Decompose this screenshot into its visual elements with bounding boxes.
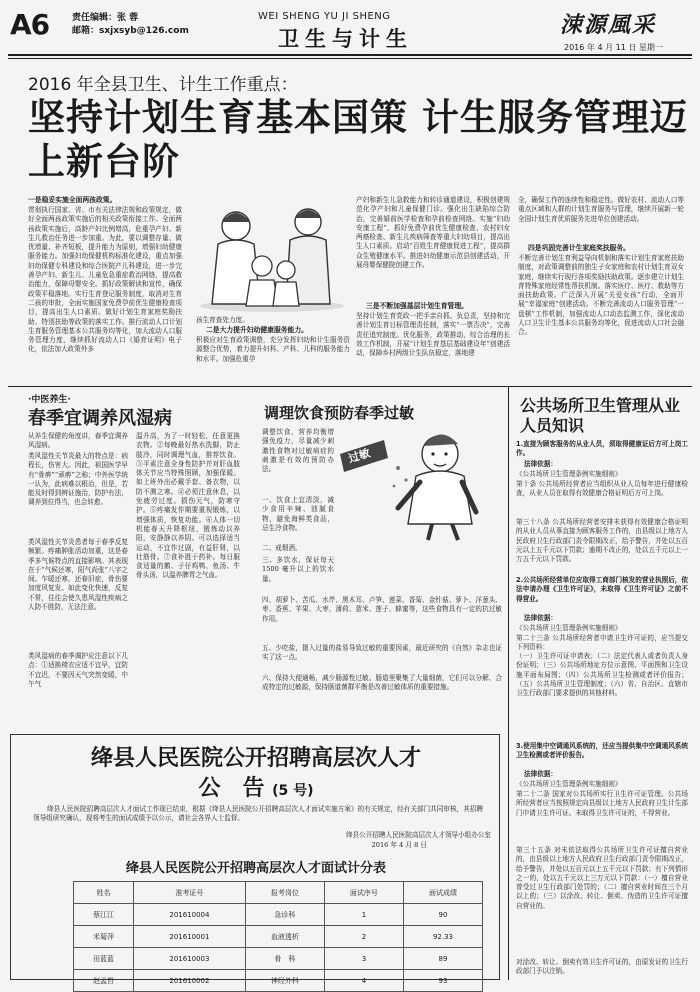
recruitment-notice bbox=[10, 734, 500, 985]
notice-title-2 bbox=[11, 771, 501, 802]
cell-post: 骨 科 bbox=[245, 948, 324, 970]
lead-subhead-2: 二是大力提升妇幼健康服务能力。 bbox=[206, 326, 308, 334]
col-header-order: 面试序号 bbox=[324, 882, 403, 904]
cell-post: 神经外科 bbox=[245, 970, 324, 992]
diet-para-7: 六、保持大便通畅，减少肠源性过敏。肠道里聚集了大量细菌，它们可以分解、合成特定的过敏源，保持肠道菌群平衡是改善过敏体质的重要措施。 bbox=[262, 674, 502, 692]
lead-col-2a: 孩生育查处力度。 bbox=[196, 316, 249, 324]
law-basis-3: 法律依据： bbox=[524, 770, 557, 778]
notice-signer: 绛县公开招聘人民医院高层次人才领导小组办公室 bbox=[345, 831, 491, 839]
cell-ticket: 201610004 bbox=[133, 904, 245, 926]
law-basis-2: 法律依据： bbox=[524, 614, 557, 622]
lead-col-3b: 坚持计划生育党政一把手亲自抓、负总责，坚持和完善计划生育目标管理责任制，落实“一票否决”，完善责任追究制度。优化服务，政策推动，综合治理的长效工作机制，开展“计划生育基层基础建设年”创建活动，保障乡村两级计生队伍稳定，落地建 bbox=[356, 312, 510, 358]
tcm-para-3: 类风湿性关节炎患者每于春季反复频繁。疼痛肿胀活动加重，这是春季多气候特点的直接影响。其表现在于“气候还寒，阳气尚张”八字之间。乍暖还寒，还春旧症，骨伤要加度风复发。如此变化快速，反复不常，往往会使久患风湿性疾病之人防不胜防，无法注意。 bbox=[28, 538, 128, 612]
diet-para-2: 一、饮食上宜清淡，减少食用辛辣、油腻食物，避免海鲜类食品，忌生冷食物。 bbox=[262, 496, 334, 532]
law-b1-text-2: 第三十八条 公共场所经营者安排未获得有效健康合格证明的从业人员从事直接为顾客服务工作的，由县级以上地方人民政府卫生行政部门责令限期改正，给予警告，并处以五百元以上五千元以下罚款；逾期不改正的，处以五千元以上一万五千元以下罚款。 bbox=[516, 518, 688, 564]
cell-post: 血液透析 bbox=[245, 926, 324, 948]
cell-order: 1 bbox=[324, 904, 403, 926]
law-b3-text-2: 第三十五条 对未依法取得公共场所卫生许可证擅自营业的，由县级以上地方人民政府卫生行政部门责令限期改正，给予警告，并处以五百元以上五千元以下罚款；有下列情形之一的，处以五千元以上三万元以下罚款：（一）擅自营业曾受过卫生行政部门处罚的；（二）擅自营业时间在三个月以上的；（三）以涂改、转让、倒卖、伪造的卫生许可证擅自营业的。 bbox=[516, 846, 688, 910]
notice-number: (5 号) bbox=[272, 783, 314, 799]
table-title: 绛县人民医院公开招聘高层次人才面试计分表 bbox=[125, 861, 386, 876]
diet-title: 调理饮食预防春季过敏 bbox=[264, 404, 415, 422]
col-header-post: 报考岗位 bbox=[245, 882, 324, 904]
cell-name: 赵孟哲 bbox=[74, 970, 134, 992]
lead-bottom-rule bbox=[8, 386, 692, 387]
notice-date: 2016 年 4 月 8 日 bbox=[371, 841, 427, 849]
law-q2: 2.公共场所经营单位应取得工商部门核发的营业执照后，依法申请办理《卫生许可证》，未取得《卫生许可证》之前不得营业。 bbox=[516, 576, 688, 603]
tcm-title: 春季宜调养风湿病 bbox=[28, 408, 172, 429]
tcm-para-4: 类风湿病的春季调护应注意以下几点：①适换椅衣应适不宜早，宜防不宜迟，不要因天气突然变暖，中午气 bbox=[28, 652, 128, 688]
lead-col-1: 贯彻执行国家、省、市有关法律法规和政策规定，做好全面两孩政策实施后的相关政策衔接工作。全面两孩政策实施后，高龄产妇比例增高，危重孕产妇、新生儿救治任务进一步加重。为此，要以调整存量、做优增量、补齐短板，提升能力为原则，增强妇幼健康服务能力。加强妇幼保健机构标准化建设，重点加强妇幼保健专科建设和综合医院产儿科建设，进一步完善孕产妇、新生儿、儿童危急重症救治网络，提高救治能力，保障母婴安全。抓好政策解读和宣传，确保政策平稳落地。实行生育登记服务制度，取消对生育二孩的审批，全面实施国家免费孕前优生健康检查项目，提高出生人口素质。做好计划生育家庭奖励扶助、特别扶助等政策的落实工作。推行流动人口计划生育服务管理基本公共服务均等化，加大流动人口服务管理力度，继续抓好流动人口《婚育证明》电子化，依法加大政策外多 bbox=[28, 206, 182, 354]
law-b2: 《公共场所卫生管理条例实施细则》 bbox=[516, 624, 622, 632]
col-header-score: 面试成绩 bbox=[403, 882, 482, 904]
lead-subhead-4: 四是巩固完善计生家庭奖扶服务。 bbox=[528, 244, 630, 252]
diet-para-4: 三、多饮水，保证每天 1500 毫升以上的饮水量。 bbox=[262, 556, 334, 583]
law-basis-1: 法律依据： bbox=[524, 460, 557, 468]
issue-date: 2016 年 4 月 11 日 星期一 bbox=[564, 43, 663, 52]
section-pinyin: WEI SHENG YU JI SHENG bbox=[258, 11, 391, 22]
family-illustration bbox=[196, 196, 348, 314]
cell-order: 3 bbox=[324, 948, 403, 970]
diet-para-6: 五、少吃盐，摄入过量的盐易导致过敏的重要因素，最近研究的《自然》杂志也证实了这一点。 bbox=[262, 644, 502, 662]
table-row bbox=[74, 904, 483, 926]
cell-score: 89 bbox=[403, 948, 482, 970]
law-b1: 《公共场所卫生管理条例实施细则》 bbox=[516, 470, 622, 478]
col-header-ticket: 准考证号 bbox=[133, 882, 245, 904]
notice-title-announce: 公 告 bbox=[198, 776, 265, 801]
diet-para-1: 调整饮食，营养均衡增强免疫力，尽量减少刺激性食物对过敏病症的刺激是有效的预防办法。 bbox=[262, 428, 334, 474]
paper-logo: 涑源風采 bbox=[560, 12, 657, 38]
lead-col-2b: 积极应对生育政策调整，充分发挥妇幼和计生服务资源整合优势，着力提升妇科、产科、儿科的服务能力和水平。加强危重孕 bbox=[196, 336, 350, 363]
cell-order: 2 bbox=[324, 926, 403, 948]
cell-post: 急诊科 bbox=[245, 904, 324, 926]
cell-score: 93 bbox=[403, 970, 482, 992]
header-rule bbox=[8, 54, 692, 56]
tcm-para-1: 从养生保健的角度讲，春季宜调养风湿病。 bbox=[28, 432, 128, 450]
table-row bbox=[74, 926, 483, 948]
law-b2-text: 第二十三条 公共场所经营者申请卫生许可证的，应当提交下列资料： bbox=[516, 634, 688, 652]
law-b2-list: （一）卫生许可证申请表；（二）法定代表人或者负责人身份证明；（三）公共场所地址方位示意图、平面图和卫生设施平面布局图；（四）公共场所卫生检测或者评价报告；（五）公共场所卫生管理制度；（六）省、自治区、直辖市卫生行政部门要求提供的其他材料。 bbox=[516, 652, 688, 698]
diet-para-5: 四、胡萝卜、苦瓜、水芹、黑木耳、卢笋、莲菜、香菊、金针菇、萝卜、洋葱头、枣、香蕉、苹果、大枣、薄荷、薏米、莲子、蜂蜜等，这些食物具有一定的抗过敏作用。 bbox=[262, 596, 502, 623]
cell-name: 米菊萍 bbox=[74, 926, 134, 948]
lead-kicker: 2016 年全县卫生、计生工作重点： bbox=[28, 75, 298, 95]
notice-body: 绛县人民医院招聘高层次人才面试工作现已结束，根据《绛县人民医院公开招聘高层次人才面试实施方案》的有关规定，经有关部门共同审核，其招聘领导组研究确认，现将考生的面试成绩予以公示，请社会各界人士监督。 bbox=[33, 805, 483, 823]
notice-title: 绛县人民医院公开招聘高层次人才 bbox=[90, 746, 421, 771]
tcm-para-5: 温升高，为了一时轻松，任意更换衣物。②每晚最好热水洗脚，防止肢冷，同时调理气血，推荐饮食。③平素注意全身性防护并对肝血肢体关节应当特殊照顾，加强保暖。如上班外出必戴手套、备衣物，以防不测之寒。④必须注意休息，以免疲劳过度。损伤元气，防寒守护。⑤疼痛发作期要重视锻炼，以增强体质，恢复功能。⑥人体一切机能春天升降枢纽，锻炼动以养阳，安静静以养阴。可以选择适当运动，不宜作过剧，有益肝肾，以壮筋骨。⑦食补胜于药补。每日服食适量的鹅、子仔鸡鸭、鱼汤、牛骨头汤，以温养脾胃之气血。 bbox=[136, 432, 240, 580]
lead-subhead-3: 三是不断加强基层计划生育管理。 bbox=[366, 302, 468, 310]
law-title: 公共场所卫生管理从业人员知识 bbox=[520, 396, 681, 435]
tcm-kicker: ·中医养生· bbox=[28, 395, 71, 405]
lead-headline: 坚持计划生育基本国策 计生服务管理迈上新台阶 bbox=[28, 96, 688, 183]
header-rule-thin bbox=[8, 58, 692, 59]
cell-score: 90 bbox=[403, 904, 482, 926]
lead-col-4b: 不断完善计划生育利益导向机制和落实计划生育家庭扶助制度，对政策调整前的独生子女家庭和农村计划生育双女家庭，继续实行现行各项奖励扶助政策。逐步建立计划生育特殊家庭经常性帮扶机制。落实医疗、医疗、救助等方面扶助政策。广泛深入开展“关爱女孩”行动，全面开展“幸福家庭”创建活动。不断完善流动人口服务管理“一盘棋”工作机制，加强流动人口动态监测工作，深化流动人口卫生计生基本公共服务均等化，促进流动人口社会融合。 bbox=[518, 254, 684, 337]
lead-col-3: 产妇和新生儿急救能力和转诊通道建设，积极创建规范化孕产妇和儿童保健门诊。强化出生缺陷综合防治，完善婚前医学检查和孕前检查网络。实施“妇幼安康工程”，抓好免费孕前优生健康检查、农村妇女两癌检查、新生儿疾病筛查等重大妇幼项目，提高出生人口素质。启动“百姓生育健康促进工程”，提高群众生殖健康水平。推进妇幼健康示范县创建活动，开展母婴保健院创建工作。 bbox=[356, 196, 510, 270]
section-title: 卫生与计生 bbox=[278, 26, 413, 51]
law-b1-text: 第十条 公共场所经营者应当组织从业人员每年进行健康检查，从业人员在取得有效健康合格证明后方可上岗。 bbox=[516, 480, 688, 498]
lead-subhead-1: 一是稳妥实施全面两孩政策。 bbox=[28, 196, 117, 204]
col-header-name: 姓名 bbox=[74, 882, 134, 904]
right-column-rule bbox=[508, 386, 509, 980]
tcm-para-2: 类风湿性关节炎最大的特点是：病程长，伤害大。因此，祖国医学早有“骨痹”“顽痹”之称；中外医学统一认为，此病难以根治，但是，若能及时得到辨证施治，防护有法，调养到位得当，也会转愈。 bbox=[28, 452, 128, 507]
score-table bbox=[73, 881, 483, 992]
editor-name: 责任编辑：张 蓉 bbox=[72, 13, 139, 23]
law-q1: 1.直接为顾客服务的从业人员，须取得健康证后方可上岗工作。 bbox=[516, 440, 688, 458]
cell-name: 田蓝蓝 bbox=[74, 948, 134, 970]
law-b3-text: 第二十二条 国家对公共场所实行卫生许可证管理。公共场所经营者应当按照规定向县级以上地方人民政府卫生计生部门申请卫生许可证。未取得卫生许可证的，不得营业。 bbox=[516, 790, 688, 817]
cell-score: 92.33 bbox=[403, 926, 482, 948]
cell-ticket: 201610001 bbox=[133, 926, 245, 948]
cell-ticket: 201610003 bbox=[133, 948, 245, 970]
allergy-badge-text: 过敏 bbox=[346, 446, 372, 466]
table-row bbox=[74, 970, 483, 992]
table-row bbox=[74, 948, 483, 970]
law-q3: 3.使用集中空调通风系统的，还应当提供集中空调通风系统卫生检测或者评价报告。 bbox=[516, 742, 688, 760]
law-b3: 《公共场所卫生管理条例实施细则》 bbox=[516, 780, 622, 788]
cell-name: 蔡江江 bbox=[74, 904, 134, 926]
law-b3-text-3: 对涂改、转让、倒卖有效卫生许可证的，由原发证的卫生行政部门予以注销。 bbox=[516, 958, 688, 976]
page-number: A6 bbox=[10, 8, 50, 41]
allergy-illustration bbox=[336, 424, 500, 542]
diet-para-3: 二、戒烟酒。 bbox=[262, 544, 302, 552]
cell-order: 4 bbox=[324, 970, 403, 992]
table-header-row bbox=[74, 882, 483, 904]
lead-col-4: 全，确保工作的连续性和稳定性。做好农村、流动人口等重点区域和人群的计划生育服务与管理，继续开展新一轮全国计划生育优质服务先进单位创建活动。 bbox=[518, 196, 684, 223]
editor-email: 邮箱：sxjxsyb@126.com bbox=[72, 26, 189, 36]
editor-info bbox=[72, 12, 189, 38]
cell-ticket: 201610002 bbox=[133, 970, 245, 992]
